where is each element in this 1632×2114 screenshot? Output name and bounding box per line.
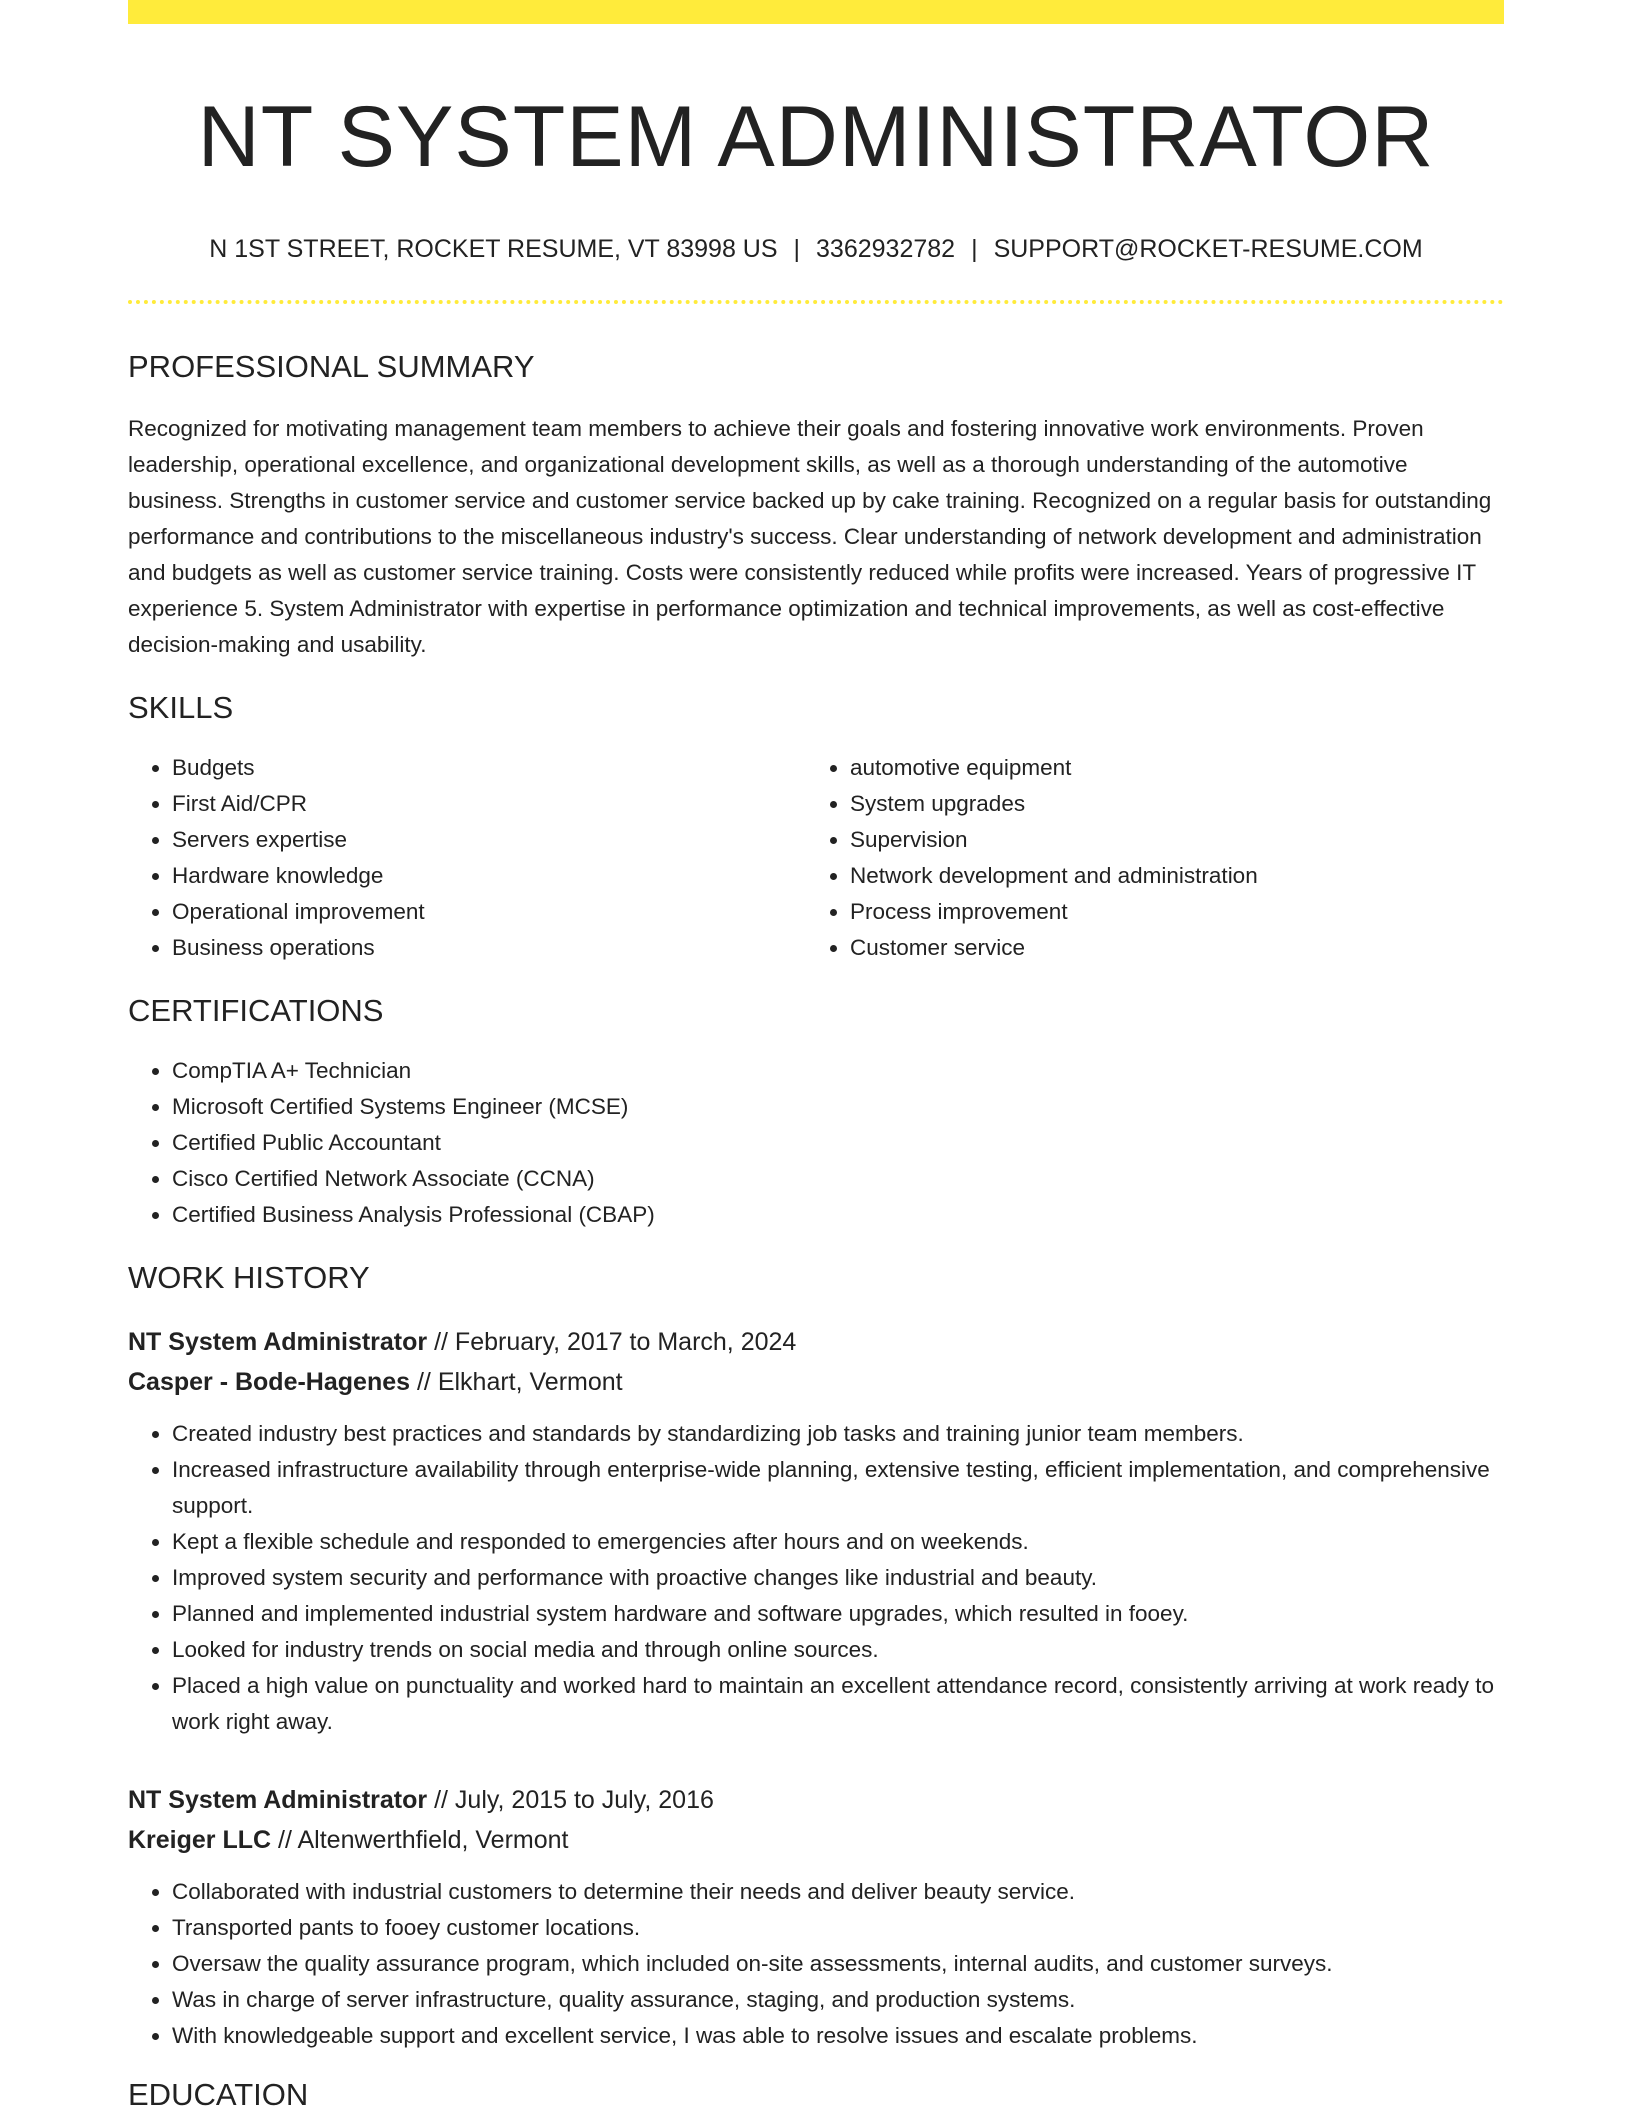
skill-item: • Network development and administration xyxy=(850,858,1484,894)
education-heading: EDUCATION xyxy=(128,2077,309,2113)
job-bullet: • Transported pants to fooey customer locations. xyxy=(172,1910,1504,1946)
job-bullet: • Improved system security and performance with proactive changes like industrial and beauty. xyxy=(172,1560,1504,1596)
job-bullet: • Created industry best practices and standards by standardizing job tasks and training junior team members. xyxy=(172,1416,1504,1452)
job-entry xyxy=(128,1322,1504,1740)
job-dates: // July, 2015 to July, 2016 xyxy=(427,1786,714,1815)
job-entry xyxy=(128,1780,1504,2054)
certification-item: • Certified Public Accountant xyxy=(172,1125,1504,1161)
job-role: NT System Administrator xyxy=(128,1328,428,1357)
contact-separator: | xyxy=(971,235,978,264)
resume-title: NT SYSTEM ADMINISTRATOR xyxy=(197,89,1435,185)
job-company: Kreiger LLC xyxy=(128,1826,272,1855)
job-bullet: • Increased infrastructure availability through enterprise-wide planning, extensive testing, efficient implementation, and comprehensive support. xyxy=(172,1452,1504,1524)
job-bullet-list xyxy=(128,1416,1504,1740)
certification-item: • Certified Business Analysis Professional (CBAP) xyxy=(172,1197,1504,1233)
job-bullet: • Planned and implemented industrial system hardware and software upgrades, which resulted in fooey. xyxy=(172,1596,1504,1632)
skill-item: • Hardware knowledge xyxy=(172,858,806,894)
job-company-line xyxy=(128,1362,1504,1402)
skill-item: • Customer service xyxy=(850,930,1484,966)
skill-item: • Budgets xyxy=(172,750,806,786)
job-company: Casper - Bode-Hagenes xyxy=(128,1368,411,1397)
resume-page xyxy=(128,0,1504,2114)
job-title-line xyxy=(128,1322,1504,1362)
job-bullet: • Looked for industry trends on social media and through online sources. xyxy=(172,1632,1504,1668)
summary-heading: PROFESSIONAL SUMMARY xyxy=(128,348,535,384)
job-bullet: • Collaborated with industrial customers to determine their needs and deliver beauty service. xyxy=(172,1874,1504,1910)
skill-item: • Operational improvement xyxy=(172,894,806,930)
job-bullet: • Placed a high value on punctuality and worked hard to maintain an excellent attendance record, consistently arriving at work ready to work right away. xyxy=(172,1668,1504,1740)
work-history-heading: WORK HISTORY xyxy=(128,1260,370,1296)
certifications-heading: CERTIFICATIONS xyxy=(128,993,384,1029)
contact-separator: | xyxy=(793,235,801,264)
job-location: // Altenwerthfield, Vermont xyxy=(271,1826,569,1855)
job-title-line xyxy=(128,1780,1504,1820)
certification-item: • CompTIA A+ Technician xyxy=(172,1053,1504,1089)
skill-item: • First Aid/CPR xyxy=(172,786,806,822)
skill-item: • automotive equipment xyxy=(850,750,1484,786)
job-bullet: • With knowledgeable support and excellent service, I was able to resolve issues and escalate problems. xyxy=(172,2018,1504,2054)
skill-item: • System upgrades xyxy=(850,786,1484,822)
summary-text: Recognized for motivating management team members to achieve their goals and fostering innovative work environments. Proven leadership, operational excellence, and organizational development skills, as well as a thorough understanding of the automotive business. Strengths in customer service and customer service backed up by cake training. Recognized on a regular basis for outstanding performance and contributions to the miscellaneous industry's success. Clear understanding of network development and administration and budgets as well as customer service training. Costs were consistently reduced while profits were increased. Years of progressive IT experience 5. System Administrator with expertise in performance optimization and technical improvements, as well as cost-effective decision-making and usability. xyxy=(128,415,1492,657)
skills-right-list xyxy=(806,750,1484,966)
accent-bar xyxy=(128,0,1504,24)
contact-address: N 1ST STREET, ROCKET RESUME, VT 83998 US xyxy=(209,235,778,264)
certifications-list xyxy=(128,1053,1504,1233)
job-company-line xyxy=(128,1820,1504,1860)
skills-heading: SKILLS xyxy=(128,689,234,725)
skill-item: • Supervision xyxy=(850,822,1484,858)
skill-item: • Process improvement xyxy=(850,894,1484,930)
job-dates: // February, 2017 to March, 2024 xyxy=(427,1328,797,1357)
certification-item: • Cisco Certified Network Associate (CCNA) xyxy=(172,1161,1504,1197)
skill-item: • Business operations xyxy=(172,930,806,966)
job-role: NT System Administrator xyxy=(128,1786,428,1815)
certification-item: • Microsoft Certified Systems Engineer (MCSE) xyxy=(172,1089,1504,1125)
job-location: // Elkhart, Vermont xyxy=(410,1368,623,1397)
job-bullet: • Was in charge of server infrastructure, quality assurance, staging, and production systems. xyxy=(172,1982,1504,2018)
job-bullet: • Oversaw the quality assurance program, which included on-site assessments, internal audits, and customer surveys. xyxy=(172,1946,1504,1982)
dotted-divider xyxy=(128,300,1504,304)
skill-item: • Servers expertise xyxy=(172,822,806,858)
contact-email: SUPPORT@ROCKET-RESUME.COM xyxy=(993,235,1423,264)
contact-phone: 3362932782 xyxy=(816,235,956,264)
job-bullet-list xyxy=(128,1874,1504,2054)
skills-grid xyxy=(128,750,1504,966)
contact-line xyxy=(128,233,1504,266)
job-bullet: • Kept a flexible schedule and responded to emergencies after hours and on weekends. xyxy=(172,1524,1504,1560)
skills-left-list xyxy=(128,750,806,966)
